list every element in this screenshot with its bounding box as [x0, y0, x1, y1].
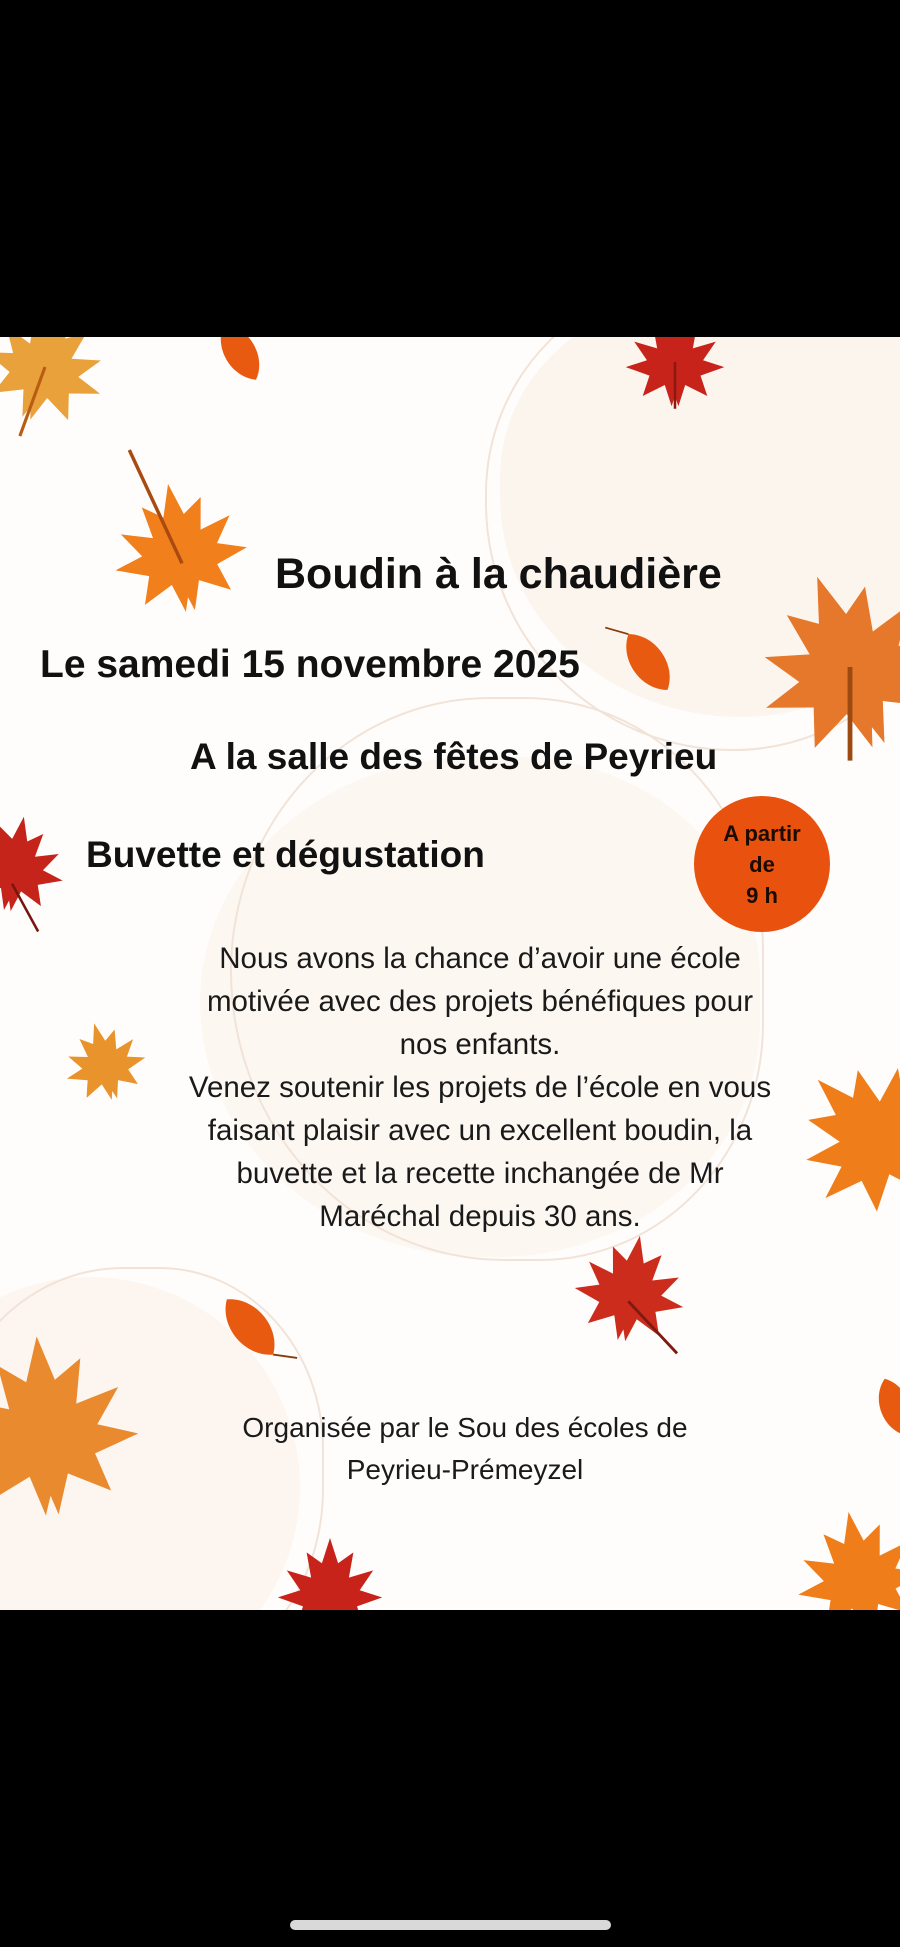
autumn-leaf-icon — [213, 1288, 298, 1380]
description-line: Nous avons la chance d’avoir une école — [219, 942, 741, 975]
organizer-line: Peyrieu-Prémeyzel — [346, 1454, 584, 1485]
maple-leaf-icon — [786, 1501, 900, 1610]
description-line: buvette et la recette inchangée de Mr — [236, 1157, 724, 1190]
description-line: nos enfants. — [399, 1028, 561, 1061]
organizer-text — [180, 1407, 750, 1491]
autumn-leaf-icon — [871, 1374, 900, 1440]
home-indicator[interactable] — [290, 1920, 611, 1930]
maple-leaf-icon — [0, 337, 124, 457]
badge-line-1: A partir — [723, 820, 801, 846]
description-line: Maréchal depuis 30 ans. — [319, 1200, 641, 1233]
maple-leaf-icon — [0, 808, 72, 934]
event-description — [130, 937, 830, 1238]
maple-leaf-icon — [0, 1328, 145, 1523]
event-venue: A la salle des fêtes de Peyrieu — [190, 736, 718, 777]
event-date: Le samedi 15 novembre 2025 — [40, 643, 580, 686]
start-time-badge — [694, 796, 830, 932]
autumn-leaf-icon — [604, 609, 681, 699]
maple-leaf-icon — [95, 433, 256, 623]
badge-line-3: 9 h — [746, 882, 778, 908]
event-poster — [0, 337, 900, 1610]
organizer-line: Organisée par le Sou des écoles de — [242, 1412, 688, 1443]
badge-line-2: de — [749, 851, 775, 877]
poster-title: Boudin à la chaudière — [275, 550, 722, 598]
description-line: Venez soutenir les projets de l’école en vous — [188, 1071, 772, 1104]
maple-leaf-icon — [567, 1226, 696, 1353]
event-subheading: Buvette et dégustation — [86, 834, 485, 875]
top-black-bar — [0, 0, 900, 337]
maple-leaf-icon — [626, 337, 725, 409]
maple-leaf-icon — [278, 1538, 382, 1610]
bottom-black-bar — [0, 1610, 900, 1947]
description-line: faisant plaisir avec un excellent boudin, la — [207, 1114, 753, 1147]
maple-leaf-icon — [730, 545, 900, 781]
autumn-leaf-icon — [210, 337, 269, 388]
description-line: motivée avec des projets bénéfiques pour — [206, 985, 754, 1018]
